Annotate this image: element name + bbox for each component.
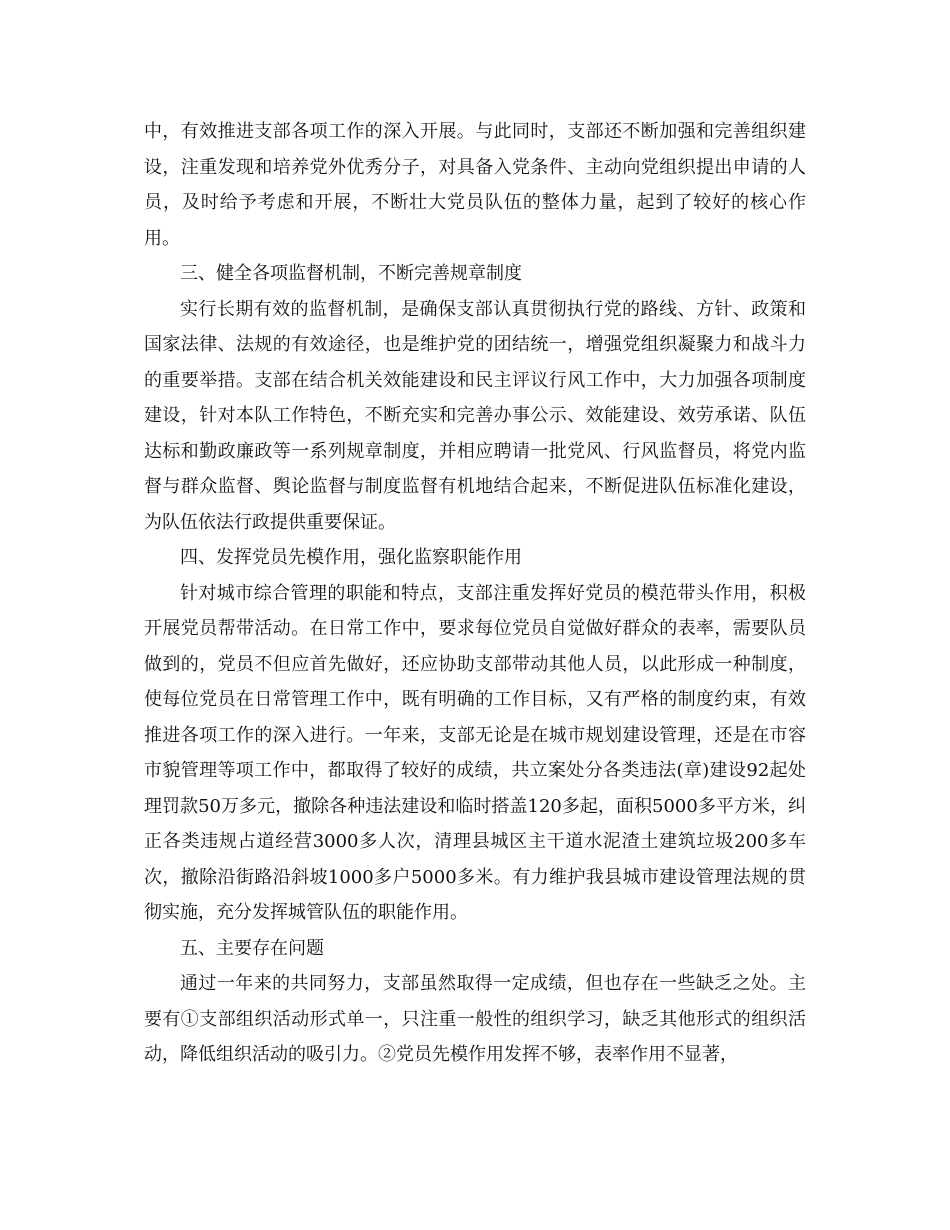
section-heading-3: 三、健全各项监督机制，不断完善规章制度 [180,263,522,284]
section-heading-5: 五、主要存在问题 [180,937,324,959]
paragraph-continuation: 中，有效推进支部各项工作的深入开展。与此同时，支部还不断加强和完善组织建设，注重发现和培养党外优秀分子，对具备入党条件、主动向党组织提出申请的人员，及时给予考虑和开展，不断壮大党员队伍的整体力量，起到了较好的核心作用。 [144,121,806,249]
paragraph-party-role: 针对城市综合管理的职能和特点，支部注重发挥好党员的模范带头作用，积极开展党员帮带活动。在日常工作中，要求每位党员自觉做好群众的表率，需要队员做到的，党员不但应首先做好，还应协助支部带动其他人员，以此形成一种制度，使每位党员在日常管理工作中，既有明确的工作目标，又有严格的制度约束，有效推进各项工作的深入进行。一年来，支部无论是在城市规划建设管理，还是在市容市貌管理等项工作中，都取得了较好的成绩，共立案处分各类违法(章)建设92起处理罚款50万多元，撤除各种违法建设和临时搭盖120多起，面积5000多平方米，纠正各类违规占道经营3000多人次，清理县城区主干道水泥渣土建筑垃圾200多车次，撤除沿街路沿斜坡1000多户5000多米。有力维护我县城市建设管理法规的贯彻实施，充分发挥城管队伍的职能作用。 [144,582,806,923]
section-heading-4: 四、发挥党员先模作用，强化监察职能作用 [180,547,522,568]
paragraph-problems: 通过一年来的共同努力，支部虽然取得一定成绩，但也存在一些缺乏之处。主要有①支部组织活动形式单一，只注重一般性的组织学习，缺乏其他形式的组织活动，降低组织活动的吸引力。②党员先模作用发挥不够，表率作用不显著， [144,973,806,1065]
document-body [144,114,806,1073]
paragraph-supervision: 实行长期有效的监督机制，是确保支部认真贯彻执行党的路线、方针、政策和国家法律、法规的有效途径，也是维护党的团结统一，增强党组织凝聚力和战斗力的重要举措。支部在结合机关效能建设和民主评议行风工作中，大力加强各项制度建设，针对本队工作特色，不断充实和完善办事公示、效能建设、效劳承诺、队伍达标和勤政廉政等一系列规章制度，并相应聘请一批党风、行风监督员，将党内监督与群众监督、舆论监督与制度监督有机地结合起来，不断促进队伍标准化建设，为队伍依法行政提供重要保证。 [144,298,806,533]
